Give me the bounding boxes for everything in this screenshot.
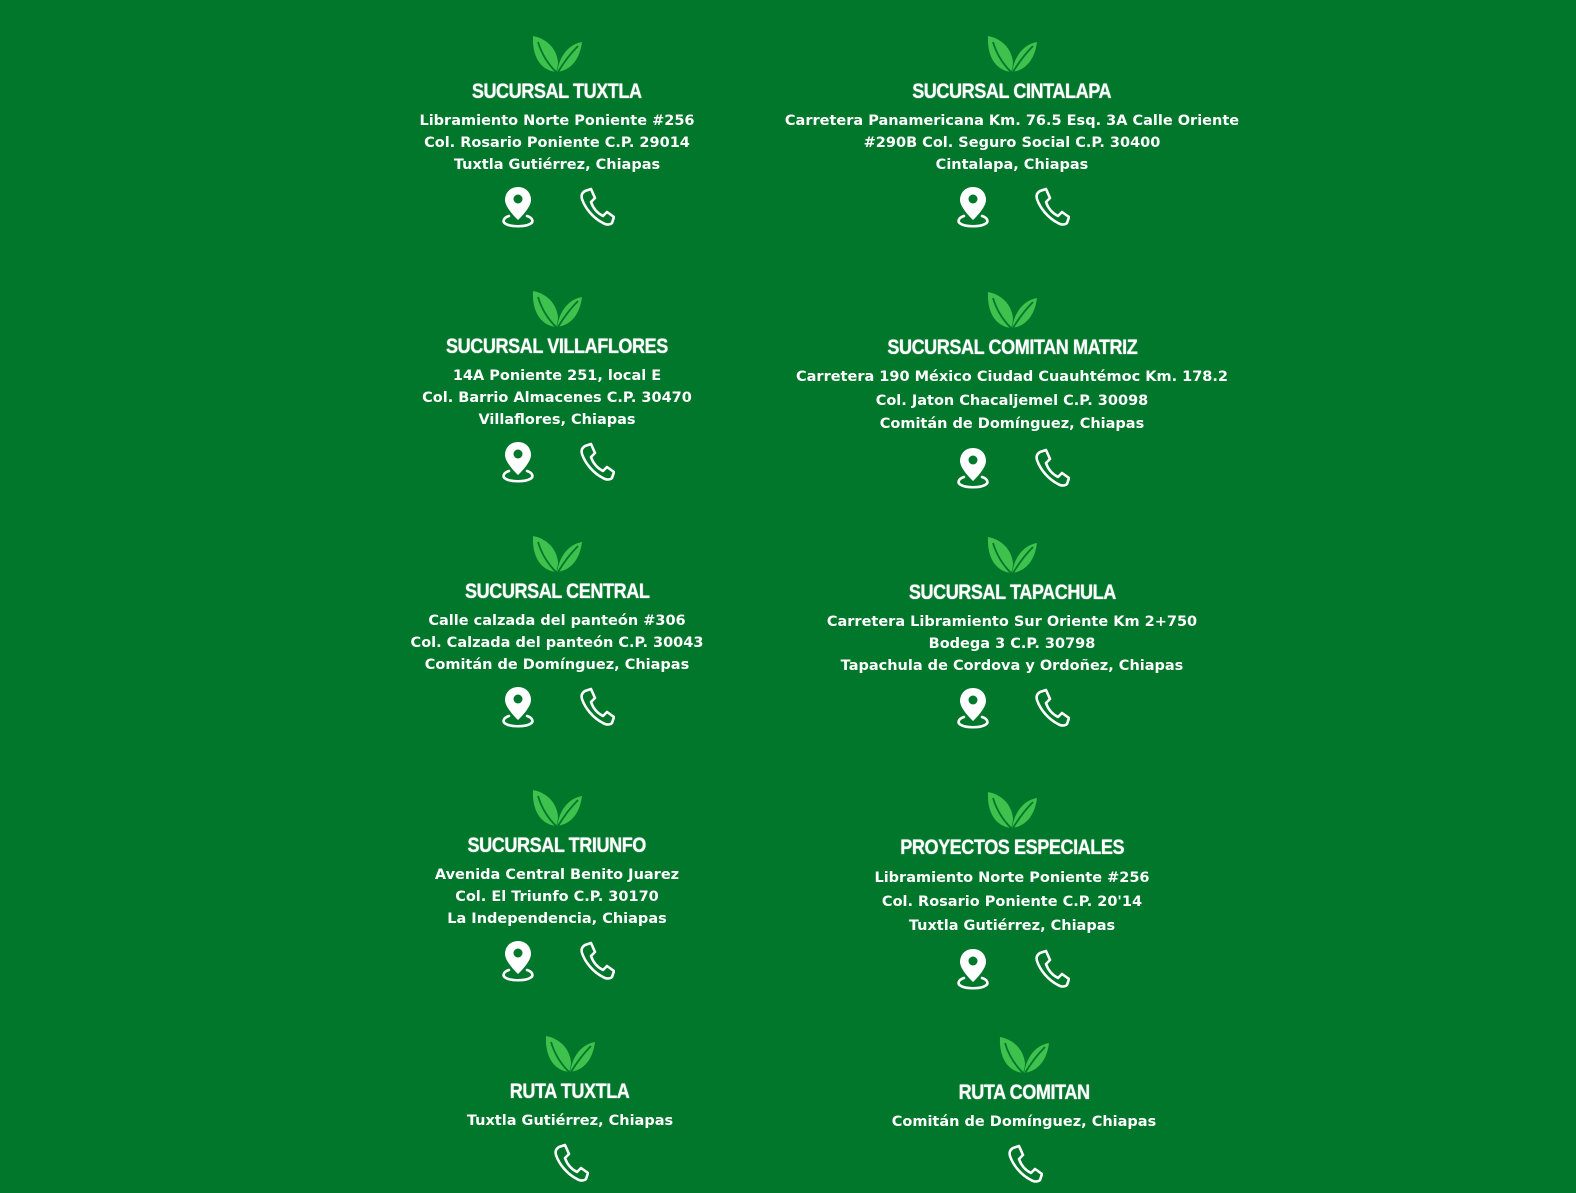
address-line: Col. Barrio Almacenes C.P. 30470 (422, 390, 692, 406)
branch-title: SUCURSAL CINTALAPA (912, 80, 1112, 103)
map-pin-icon[interactable] (954, 445, 992, 489)
branch-address (874, 866, 1149, 938)
address-line: Bodega 3 C.P. 30798 (928, 636, 1096, 652)
branch-actions (1005, 1141, 1043, 1185)
branch-actions (954, 445, 1070, 489)
address-line: #290B Col. Seguro Social C.P. 30400 (863, 135, 1161, 151)
branch-address (422, 365, 692, 431)
address-line: Tuxtla Gutiérrez, Chiapas (466, 1113, 674, 1129)
phone-icon[interactable] (577, 684, 615, 728)
address-line: Carretera Libramiento Sur Oriente Km 2+750 (826, 614, 1198, 630)
branch-address (411, 610, 704, 676)
map-pin-icon[interactable] (954, 946, 992, 990)
address-line: Libramiento Norte Poniente #256 (419, 113, 695, 129)
map-pin-icon[interactable] (954, 184, 992, 228)
branch-actions (499, 684, 615, 728)
phone-icon[interactable] (1032, 946, 1070, 990)
branch-title: RUTA COMITAN (958, 1081, 1090, 1104)
branch-card (662, 288, 1362, 489)
leaf-icon (543, 1032, 597, 1074)
branch-address (467, 1110, 673, 1132)
branch-actions (499, 184, 615, 228)
branch-actions (954, 946, 1070, 990)
branch-actions (954, 184, 1070, 228)
leaf-icon (997, 1033, 1051, 1075)
leaf-icon (530, 287, 584, 329)
branch-address (785, 110, 1239, 176)
address-line: Tapachula de Cordova y Ordoñez, Chiapas (840, 658, 1184, 674)
branch-actions (551, 1140, 589, 1184)
map-pin-icon[interactable] (499, 684, 537, 728)
address-line: Carretera Panamericana Km. 76.5 Esq. 3A Calle Oriente (784, 113, 1240, 129)
address-line: Tuxtla Gutiérrez, Chiapas (908, 918, 1116, 934)
address-line: Col. El Triunfo C.P. 30170 (455, 889, 659, 905)
phone-icon[interactable] (551, 1140, 589, 1184)
leaf-icon (985, 288, 1039, 330)
branch-card (662, 788, 1362, 990)
phone-icon[interactable] (1032, 445, 1070, 489)
address-line: Libramiento Norte Poniente #256 (874, 870, 1150, 886)
address-line: Comitán de Domínguez, Chiapas (879, 416, 1145, 432)
leaf-icon (530, 786, 584, 828)
address-line: Carretera 190 México Ciudad Cuauhtémoc Km. 178.2 (796, 369, 1228, 385)
branch-actions (954, 685, 1070, 729)
branch-title: SUCURSAL TRIUNFO (467, 834, 647, 857)
phone-icon[interactable] (577, 439, 615, 483)
address-line: Comitán de Domínguez, Chiapas (891, 1114, 1157, 1130)
branch-title: SUCURSAL VILLAFLORES (446, 335, 668, 358)
branch-title: PROYECTOS ESPECIALES (900, 836, 1124, 859)
phone-icon[interactable] (1032, 685, 1070, 729)
branch-address (892, 1111, 1156, 1133)
branch-card (662, 533, 1362, 729)
branch-title: SUCURSAL TUXTLA (472, 80, 642, 103)
address-line: 14A Poniente 251, local E (452, 368, 662, 384)
leaf-icon (985, 533, 1039, 575)
address-line: Tuxtla Gutiérrez, Chiapas (453, 157, 661, 173)
address-line: Avenida Central Benito Juarez (434, 867, 680, 883)
address-line: Villaflores, Chiapas (478, 412, 636, 428)
address-line: Col. Calzada del panteón C.P. 30043 (410, 635, 704, 651)
phone-icon[interactable] (577, 184, 615, 228)
branch-title: SUCURSAL CENTRAL (464, 580, 650, 603)
phone-icon[interactable] (1032, 184, 1070, 228)
branch-title: SUCURSAL TAPACHULA (908, 581, 1116, 604)
address-line: Col. Rosario Poniente C.P. 20'14 (881, 894, 1143, 910)
branch-card (662, 32, 1362, 228)
address-line: Col. Rosario Poniente C.P. 29014 (424, 135, 690, 151)
branch-actions (499, 439, 615, 483)
branch-title: SUCURSAL COMITAN MATRIZ (887, 336, 1137, 359)
map-pin-icon[interactable] (499, 184, 537, 228)
leaf-icon (530, 32, 584, 74)
map-pin-icon[interactable] (954, 685, 992, 729)
leaf-icon (985, 788, 1039, 830)
address-line: Col. Jaton Chacaljemel C.P. 30098 (875, 392, 1149, 409)
leaf-icon (985, 32, 1039, 74)
map-pin-icon[interactable] (499, 439, 537, 483)
branch-actions (499, 938, 615, 982)
branch-card (674, 1033, 1374, 1185)
branch-address (796, 366, 1228, 437)
branch-address (827, 611, 1197, 677)
phone-icon[interactable] (1005, 1141, 1043, 1185)
address-line: Cintalapa, Chiapas (935, 157, 1089, 173)
address-line: Calle calzada del panteón #306 (428, 613, 686, 629)
address-line: Comitán de Domínguez, Chiapas (424, 657, 690, 673)
branch-address (435, 864, 679, 930)
map-pin-icon[interactable] (499, 938, 537, 982)
branch-title: RUTA TUXTLA (510, 1080, 630, 1103)
phone-icon[interactable] (577, 938, 615, 982)
branch-address (419, 110, 694, 176)
address-line: La Independencia, Chiapas (447, 911, 667, 927)
leaf-icon (530, 532, 584, 574)
